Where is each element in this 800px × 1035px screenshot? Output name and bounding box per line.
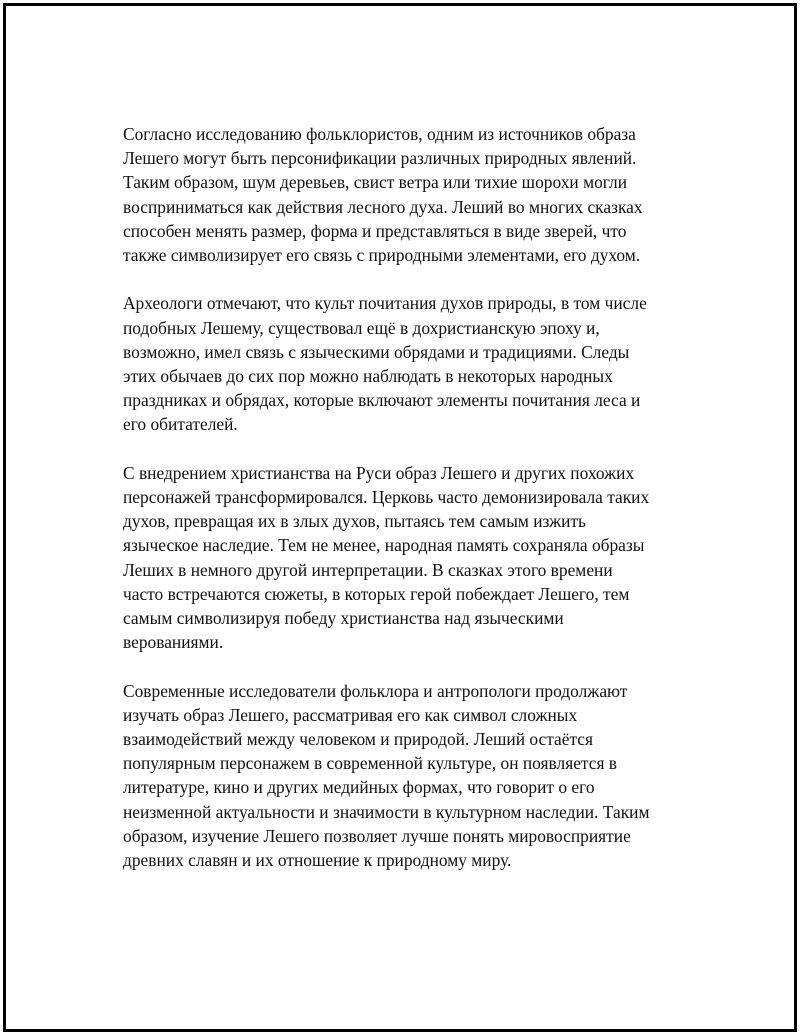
paragraph-4: Современные исследователи фольклора и антропологи продолжают изучать образ Лешего, рассматривая его как символ сложных взаимодействий между человеком и природой. Леший остаётся популярным персонажем в современной культуре, он появляется в литературе, кино и других медийных формах, что говорит о его неизменной актуальности и значимости в культурном наследии. Таким образом, изучение Лешего позволяет лучше понять мировосприятие древних славян и их отношение к природному миру.: [123, 680, 650, 871]
paragraph-2: Археологи отмечают, что культ почитания духов природы, в том числе подобных Лешему, существовал ещё в дохристианскую эпоху и, возможно, имел связь с языческими обрядами и традициями. Следы этих обычаев до сих пор можно наблюдать в некоторых народных праздниках и обрядах, которые включают элементы почитания леса и его обитателей.: [123, 293, 647, 435]
page-frame: [3, 3, 797, 1032]
paragraph-1: Согласно исследованию фольклористов, одним из источников образа Лешего могут быть персонификации различных природных явлений. Таким образом, шум деревьев, свист ветра или тихие шорохи могли восприниматься как действия лесного духа. Леший во многих сказках способен менять размер, форма и представляться в виде зверей, что также символизирует его связь с природными элементами, его духом.: [123, 124, 643, 266]
document-body: [123, 122, 689, 896]
paragraph-3: С внедрением христианства на Руси образ Лешего и других похожих персонажей трансформировался. Церковь часто демонизировала таких духов, превращая их в злых духов, пытаясь тем самым изжить языческое наследие. Тем не менее, народная память сохраняла образы Леших в немного другой интерпретации. В сказках этого времени часто встречаются сюжеты, в которых герой побеждает Лешего, тем самым символизируя победу христианства над языческими верованиями.: [123, 462, 650, 653]
